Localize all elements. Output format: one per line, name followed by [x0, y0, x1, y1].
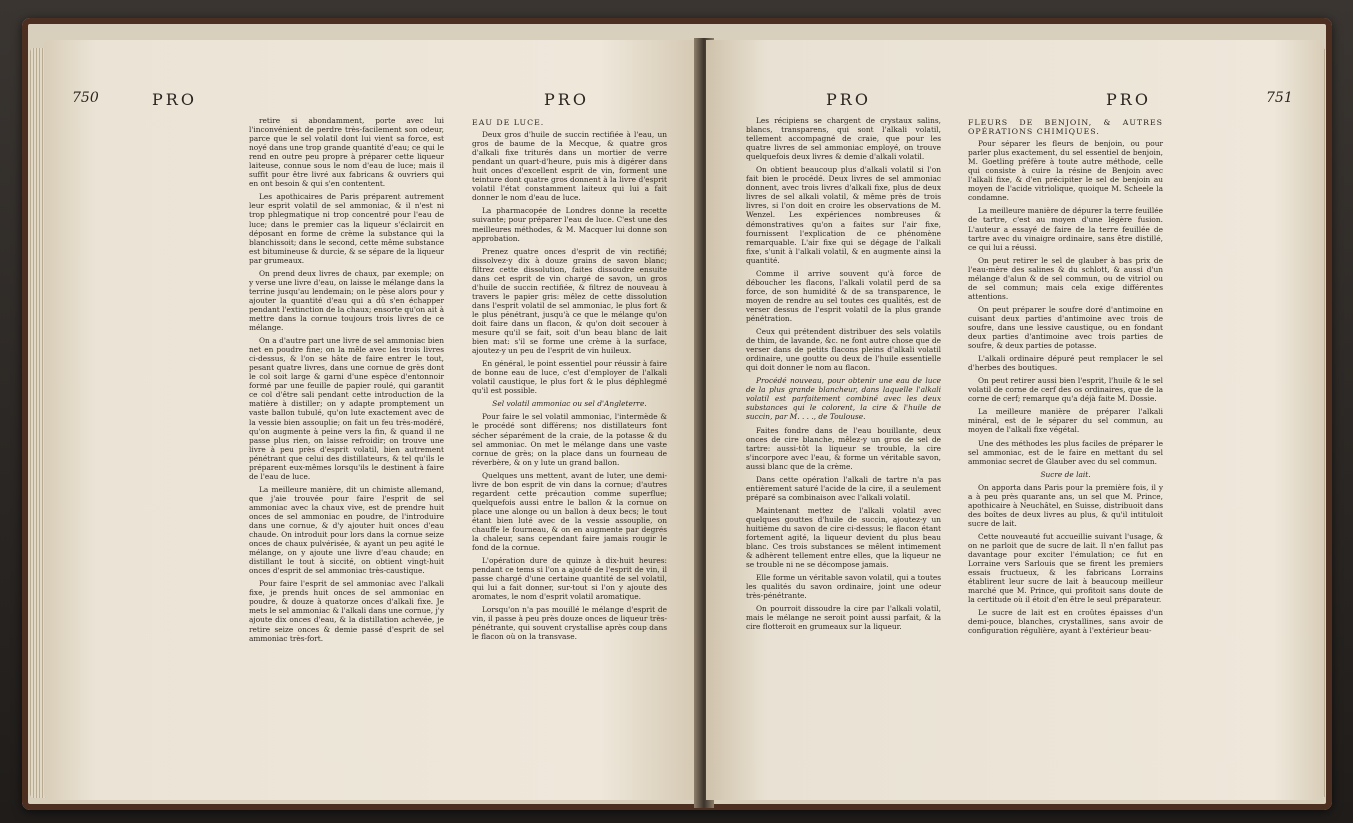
paragraph: La meilleure manière, dit un chimiste allemand, que j'aie trouvée pour faire l'esprit de sel ammoniac avec la chaux vive, est de prendre huit onces de sel ammoniac en poudre, de l'introduire dans une cornue, & d'y ajouter huit onces d'eau chaude. On introduit pour lors dans la cornue seize onces de chaux pulvérisée, & ayant un peu agité le mélange, on y ajoute une livre d'eau chaude; en distillant le tout à siccité, on obtient vingt-huit onces d'esprit de sel ammoniac très-caustique. [249, 484, 444, 576]
paragraph: retire si abondamment, porte avec lui l'inconvénient de perdre très-facilement son odeur, parce que le sel volatil dont lui vient sa force, est noyé dans une trop grande quantité d'eau; ce qui le rend en outre peu propre à préparer cette liqueur laiteuse, connue sous le nom d'eau de luce; mais il suffit pour être livré aux fabricans & ouvriers qui en ont besoin & qui s'en contentent. [249, 116, 444, 189]
paragraph: Une des méthodes les plus faciles de préparer le sel ammoniac, est de le faire en mettant du sel ammoniac secret de Glauber avec du sel commun. [968, 438, 1163, 466]
section-heading: EAU DE LUCE. [472, 118, 545, 127]
paragraph: Cette nouveauté fut accueillie suivant l'usage, & on ne parloit que de sucre de lait. Il n'en fallut pas davantage pour exciter l'émulation; ce fut en Lorraine vers Sarlouis que se firent les premiers essais fructueux, & les fabricans Lorrains établirent leur sucre de lait à beaucoup meilleur marché que M. Prince, qui profitoit sans doute de la certitude où il étoit d'en être le seul préparateur. [968, 531, 1163, 605]
text-column-1 [746, 116, 941, 635]
page-number: 750 [72, 90, 99, 106]
text-column-2 [968, 116, 1163, 639]
paragraph: La meilleure manière de préparer l'alkali minéral, est de le séparer du sel commun, au moyen de l'alkali fixe végétal. [968, 407, 1163, 435]
paragraph: On peut préparer le soufre doré d'antimoine en cuisant deux parties d'antimoine avec trois de soufre, dans une lessive caustique, ou en fondant deux parties d'antimoine avec trois parties de soufre, & deux parties de potasse. [968, 304, 1163, 351]
procedure-title: Procédé nouveau, pour obtenir une eau de luce de la plus grande blancheur, dans laquelle l'alkali volatil est parfaitement combiné avec les deux substances qui le colorent, la cire & l'huile de succin, par M. . . ., de Toulouse. [746, 376, 941, 422]
paragraph: Faites fondre dans de l'eau bouillante, deux onces de cire blanche, mêlez-y un gros de sel de tartre: aussi-tôt la liqueur se trouble, la cire s'incorpore avec l'eau, & forme un véritable savon, aussi blanc que de la crème. [746, 425, 941, 471]
paragraph: Quelques uns mettent, avant de luter, une demi-livre de bon esprit de vin dans la cornue; d'autres regardent cette précaution comme superflue; quelquefois aussi entre le ballon & la cornue on place une alonge ou un ballon à deux becs; le tout étant bien luté avec de la vessie assouplie, on chauffe le fourneau, & on en augmente par degrés la chaleur, sans cependant faire jamais rougir le fond de la cornue. [472, 470, 667, 553]
section-subheading: Sel volatil ammoniac ou sel d'Angleterre. [492, 399, 647, 409]
text-column-1 [249, 116, 444, 647]
paragraph: Deux gros d'huile de succin rectifiée à l'eau, un gros de baume de la Mecque, & quatre gros d'alkali fixe triturés dans un mortier de verre pendant un quart-d'heure, puis mis à digérer dans huit onces d'excellent esprit de vin, forment une teinture dont quatre gros donnent à la livre d'esprit volatil l'état constamment laiteux qui lui a fait donner le nom d'eau de luce. [472, 130, 667, 203]
paragraph: On obtient beaucoup plus d'alkali volatil si l'on fait bien le procédé. Deux livres de sel ammoniac donnent, avec trois livres d'alkali fixe, plus de deux livres de sel alkali volatil, & même près de trois livres, si l'on doit en croire les observations de M. Wenzel. Les expériences nombreuses & démonstratives qu'on a faites sur l'air fixe, fournissent l'explication de ce phénomène remarquable. L'air fixe qui se dégage de l'alkali fixe, s'unit à l'alkali volatil, & en augmente ainsi la quantité. [746, 165, 941, 265]
running-header: PRO [1106, 90, 1151, 109]
paragraph: L'alkali ordinaire dépuré peut remplacer le sel d'herbes des boutiques. [968, 354, 1163, 373]
paragraph: En général, le point essentiel pour réussir à faire de bonne eau de luce, c'est d'employer de l'alkali volatil caustique, le plus fort & le plus déphlegmé qu'il est possible. [472, 359, 667, 396]
right-page [706, 40, 1324, 800]
running-header: PRO [544, 90, 589, 109]
text-column-2 [472, 116, 667, 646]
left-page [44, 40, 699, 800]
paragraph: Le sucre de lait est en croûtes épaisses d'un demi-pouce, blanches, crystallines, sans avoir de configuration régulière, ayant à l'extérieur beau- [968, 608, 1163, 636]
paragraph: On peut retirer aussi bien l'esprit, l'huile & le sel volatil de corne de cerf des os ordinaires, que de la corne de cerf; remarque qu'a déjà faite M. Dossie. [968, 376, 1163, 404]
section-subheading: Sucre de lait. [1040, 469, 1091, 479]
paragraph: Pour séparer les fleurs de benjoin, ou pour parler plus exactement, du sel essentiel de benjoin, M. Goetling préfère à toute autre méthode, celle qui consiste à cuire la résine de Benjoin avec l'alkali fixe, & d'en précipiter le sel de benjoin au moyen de l'acide vitriolique, quoique M. Scheele la condamne. [968, 139, 1163, 203]
paragraph: Maintenant mettez de l'alkali volatil avec quelques gouttes d'huile de succin, ajoutez-y un huitième du savon de cire ci-dessus; le flacon étant fortement agité, la liqueur devient du plus beau blanc. Ces trois substances se mêlent intimement & adhèrent tellement entre elles, que la liqueur ne se trouble ni ne se décompose jamais. [746, 505, 941, 570]
paragraph: On pourroit dissoudre la cire par l'alkali volatil, mais le mélange ne seroit point aussi parfait, & la cire flotteroit en grumeaux sur la liqueur. [746, 604, 941, 632]
open-book [22, 18, 1332, 810]
paragraph: On peut retirer le sel de glauber à bas prix de l'eau-mère des salines & du schlott, & aussi d'un mélange d'alun & de sel commun, ou de vitriol ou de sel commun; mais cela exige différentes attentions. [968, 255, 1163, 301]
paragraph: Elle forme un véritable savon volatil, qui a toutes les qualités du savon ordinaire, joint une odeur très-pénétrante. [746, 573, 941, 601]
paragraph: Les récipiens se chargent de crystaux salins, blancs, transparens, qui sont l'alkali volatil, tellement accompagné de craie, que pour les quatre livres de sel ammoniac employé, on trouve quelquefois deux livres & demie d'alkali volatil. [746, 116, 941, 162]
section-heading: FLEURS DE BENJOIN, & AUTRES OPÉRATIONS CHIMIQUES. [968, 118, 1163, 137]
paragraph: Prenez quatre onces d'esprit de vin rectifié; dissolvez-y dix à douze grains de savon blanc; filtrez cette dissolution, faites dissoudre ensuite dans cet esprit de vin chargé de savon, un gros d'huile de succin rectifiée, & filtrez de nouveau à travers le papier gris: mêlez de cette dissolution dans l'esprit volatil de sel ammoniac, le plus fort & le plus pénétrant, jusqu'à ce que le mélange qu'on doit faire dans un flacon, & qu'on doit secouer à mesure qu'il se fait, soit d'un beau blanc de lait bien mat: s'il se forme une crème à la surface, ajoutez-y un peu de l'esprit de vin huileux. [472, 246, 667, 356]
paragraph: Comme il arrive souvent qu'à force de déboucher les flacons, l'alkali volatil perd de sa force, de son humidité & de sa transparence, le moyen de rendre au sel toutes ces qualités, est de verser dessus de l'esprit volatil de la plus grande pénétration. [746, 268, 941, 323]
paragraph: La pharmacopée de Londres donne la recette suivante; pour préparer l'eau de luce. C'est une des meilleures méthodes, & M. Macquer lui donne son approbation. [472, 206, 667, 243]
paragraph: Les apothicaires de Paris préparent autrement leur esprit volatil de sel ammoniac, & il n'est ni trop phlegmatique ni trop concentré pour l'eau de luce; dans le premier cas la liqueur s'éclaircit en déposant en forme de crème la substance qui la blanchissoit; dans le second, cette même substance est bitumineuse & durcie, & se sépare de la liqueur par grumeaux. [249, 192, 444, 265]
paragraph: L'opération dure de quinze à dix-huit heures: pendant ce tems si l'on a ajouté de l'esprit de vin, il passe chargé d'une certaine quantité de sel volatil, qui lui a fait donner, sur-tout si l'on y ajoute des aromates, le nom d'esprit volatil aromatique. [472, 556, 667, 602]
paragraph: La meilleure manière de dépurer la terre feuillée de tartre, c'est au moyen d'une légère fusion. L'auteur a essayé de faire de la terre feuillée de tartre avec du vinaigre ordinaire, sans être distillé, ce qui lui a réussi. [968, 206, 1163, 252]
paragraph: On prend deux livres de chaux, par exemple; on y verse une livre d'eau, on laisse le mélange dans la terrine jusqu'au lendemain; on le pèse alors pour y ajouter la quantité d'eau qui a dû s'en échapper pendant l'extinction de la chaux; ensorte qu'on ait à mettre dans la cornue toujours trois livres de ce mélange. [249, 268, 444, 333]
running-header: PRO [152, 90, 197, 109]
paragraph: Ceux qui prétendent distribuer des sels volatils de thim, de lavande, &c. ne font autre chose que de verser dans de petits flacons pleins d'alkali volatil ordinaire, une goutte ou deux de l'huile essentielle qui doit donner le nom au flacon. [746, 327, 941, 373]
paragraph: Dans cette opération l'alkali de tartre n'a pas entièrement saturé l'acide de la cire, il a seulement préparé sa combinaison avec l'alkali volatil. [746, 474, 941, 502]
page-number: 751 [1266, 90, 1293, 106]
paragraph: Lorsqu'on n'a pas mouillé le mélange d'esprit de vin, il passe à peu près douze onces de liqueur très-pénétrante, qui souvent crystallise après coup dans le flacon où on la transvase. [472, 605, 667, 642]
paragraph: Pour faire l'esprit de sel ammoniac avec l'alkali fixe, je prends huit onces de sel ammoniac en poudre, & douze à quatorze onces d'alkali fixe. Je mets le sel ammoniac & l'alkali dans une cornue, j'y ajoute dix onces d'eau, & la distillation achevée, je retire seize onces & demie passé d'esprit de sel ammoniac très-fort. [249, 579, 444, 643]
paragraph: On a d'autre part une livre de sel ammoniac bien net en poudre fine; on la mêle avec les trois livres ci-dessus, & l'on se hâte de faire entrer le tout, pesant quatre livres, dans une cornue de grès dont le col soit large & garni d'une espèce d'entonnoir formé par une feuille de papier roulé, qui garantit ce col d'être sali pendant cette introduction de la matière à distiller; on y adapte promptement un vaste ballon tubulé, qu'on lute exactement avec de la vessie bien assouplie; on fait un feu très-modéré, qu'on augmente à peine vers la fin, & quand il ne passe plus rien, on laisse refroidir; on trouve une livre à peu près d'esprit volatil, bien autrement pénétrant que celui des distillateurs, & tel qu'ils le préparent eux-mêmes lorsqu'ils le destinent à faire de l'eau de luce. [249, 336, 444, 481]
running-header: PRO [826, 90, 871, 109]
paragraph: On apporta dans Paris pour la première fois, il y a à peu près quarante ans, un sel que M. Prince, apothicaire à Neuchâtel, en Suisse, distribuoit dans des boîtes de deux livres au plus, & qu'il intituloit sucre de lait. [968, 482, 1163, 528]
paragraph: Pour faire le sel volatil ammoniac, l'intermède & le procédé sont différens; nos distillateurs font sécher séparément de la craie, de la potasse & du sel ammoniac. On met le mélange dans une vaste cornue de grès; on la place dans un fourneau de réverbère, & on y lute un grand ballon. [472, 412, 667, 467]
